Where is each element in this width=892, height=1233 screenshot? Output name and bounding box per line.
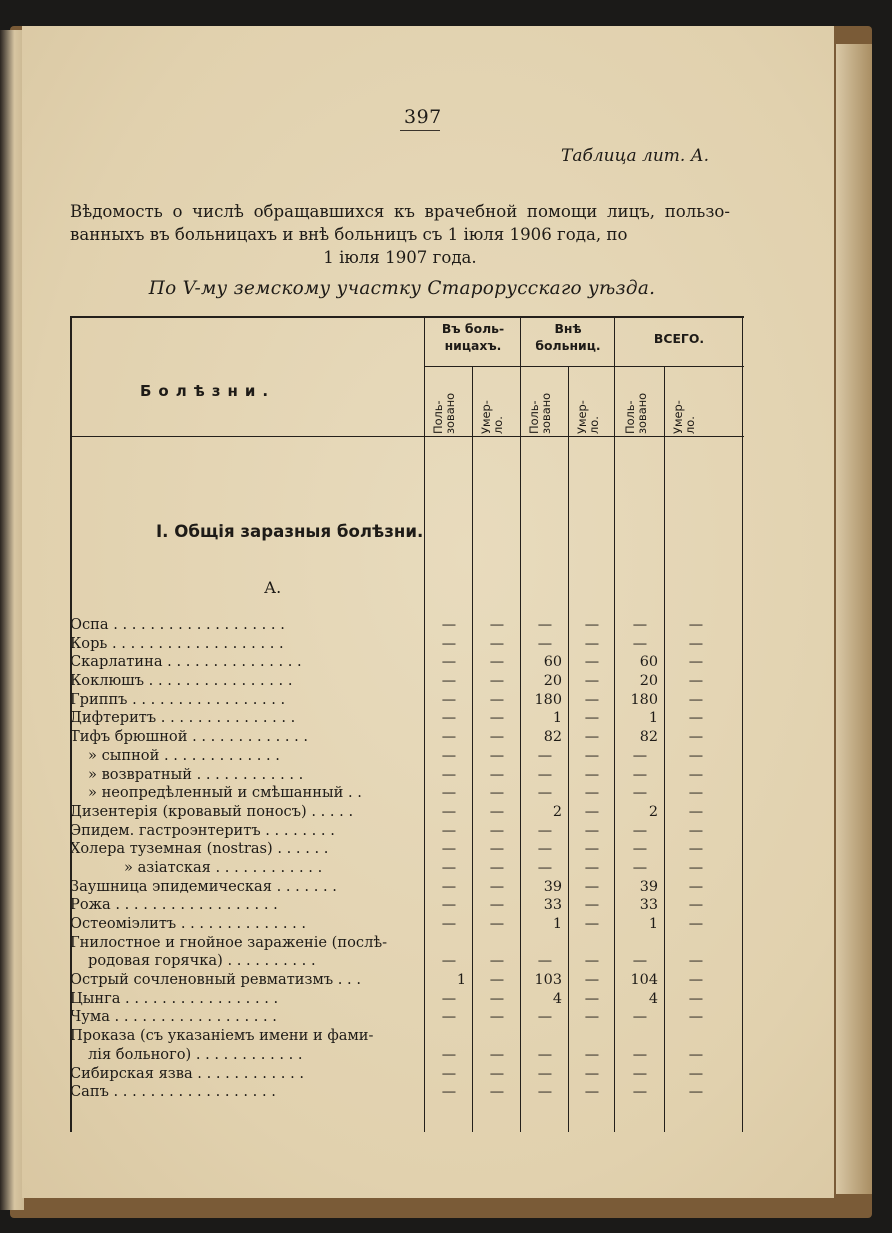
disease-name: Коклюшъ . . . . . . . . . . . . . . . . xyxy=(70,672,293,690)
title-line-2: ванныхъ въ больницахъ и внѣ больницъ съ 1 іюля 1906 года, по xyxy=(70,225,628,244)
value-cell: — xyxy=(688,953,704,970)
table-row xyxy=(68,728,744,747)
value-cell: — xyxy=(632,1084,648,1101)
value-cell: 1 xyxy=(552,916,562,932)
value-cell: — xyxy=(584,990,600,1007)
value-cell: — xyxy=(688,897,704,914)
disease-name: » азіатская . . . . . . . . . . . . xyxy=(124,858,323,876)
value-cell: — xyxy=(584,1084,600,1101)
value-cell: — xyxy=(441,953,457,970)
value-cell: 180 xyxy=(534,691,562,708)
table-row xyxy=(68,616,744,635)
value-cell: — xyxy=(537,859,553,876)
value-cell: 1 xyxy=(648,916,658,932)
value-cell: — xyxy=(584,617,600,633)
disease-name: Заушница эпидемическая . . . . . . . xyxy=(70,877,337,895)
table-row xyxy=(68,840,744,859)
value-cell: — xyxy=(688,916,704,932)
disease-name: Остеоміэлитъ . . . . . . . . . . . . . . xyxy=(70,915,307,932)
table-row xyxy=(68,859,744,878)
table-row xyxy=(68,691,744,710)
value-cell: — xyxy=(489,1065,505,1082)
disease-name: Дизентерія (кровавый поносъ) . . . . . xyxy=(70,802,354,820)
value-cell: 1 xyxy=(456,972,466,989)
value-cell: — xyxy=(688,1065,704,1082)
table-row xyxy=(68,952,744,971)
value-cell: — xyxy=(441,617,457,633)
value-cell: — xyxy=(441,878,457,895)
value-cell: 82 xyxy=(543,729,562,746)
value-cell: — xyxy=(489,916,505,932)
value-cell: — xyxy=(489,878,505,895)
value-cell: 60 xyxy=(639,654,658,671)
value-cell: — xyxy=(441,1065,457,1082)
table-top-rule xyxy=(70,316,744,318)
subsection-heading: А. xyxy=(264,578,282,597)
table-row xyxy=(68,672,744,691)
value-cell: — xyxy=(688,841,704,858)
value-cell: — xyxy=(489,822,505,839)
value-cell: — xyxy=(441,1009,457,1026)
section-heading: I. Общія заразныя болѣзни. xyxy=(156,522,424,541)
disease-name: Рожа . . . . . . . . . . . . . . . . . . xyxy=(70,896,278,914)
value-cell: — xyxy=(537,1065,553,1082)
disease-name: » возвратный . . . . . . . . . . . . xyxy=(88,765,304,783)
value-cell: — xyxy=(632,841,648,858)
value-cell: — xyxy=(537,822,553,839)
value-cell: — xyxy=(688,654,704,671)
disease-name: Эпидем. гастроэнтеритъ . . . . . . . . xyxy=(70,821,335,839)
value-cell: 1 xyxy=(552,710,562,727)
value-cell: — xyxy=(584,916,600,932)
disease-name: Гриппъ . . . . . . . . . . . . . . . . . xyxy=(70,690,286,708)
value-cell: — xyxy=(537,1046,553,1063)
disease-name: Дифтеритъ . . . . . . . . . . . . . . . xyxy=(70,709,296,727)
value-cell: — xyxy=(489,990,505,1007)
value-cell: — xyxy=(489,766,505,783)
header-bottom-rule xyxy=(70,436,744,437)
value-cell: — xyxy=(688,673,704,690)
value-cell: — xyxy=(537,1084,553,1101)
value-cell: — xyxy=(688,972,704,989)
value-cell: — xyxy=(537,953,553,970)
group-header-outside: Внѣ больниц. xyxy=(535,321,601,353)
table-row xyxy=(68,934,744,953)
page-edges xyxy=(836,44,872,1194)
value-cell: — xyxy=(489,859,505,876)
value-cell: — xyxy=(632,766,648,783)
value-cell: — xyxy=(441,729,457,746)
value-cell: — xyxy=(584,859,600,876)
disease-name: родовая горячка) . . . . . . . . . . xyxy=(88,952,316,970)
value-cell: — xyxy=(584,897,600,914)
value-cell: — xyxy=(441,673,457,690)
value-cell: — xyxy=(489,635,505,652)
page-number: 397 xyxy=(404,106,442,128)
value-cell: 33 xyxy=(639,897,658,914)
value-cell: — xyxy=(632,859,648,876)
document-title xyxy=(70,200,730,269)
value-cell: — xyxy=(537,841,553,858)
disease-table xyxy=(68,316,744,1132)
disease-name: » сыпной . . . . . . . . . . . . . xyxy=(88,746,280,764)
disease-name: Гнилостное и гнойное зараженіе (послѣ- xyxy=(70,933,388,951)
value-cell: — xyxy=(632,953,648,970)
value-cell: 4 xyxy=(552,990,562,1007)
value-cell: — xyxy=(688,635,704,652)
value-cell: 2 xyxy=(552,803,562,820)
value-cell: — xyxy=(489,1009,505,1026)
value-cell: 1 xyxy=(648,710,658,727)
value-cell: 33 xyxy=(543,897,562,914)
value-cell: — xyxy=(584,785,600,802)
disease-name: Скарлатина . . . . . . . . . . . . . . . xyxy=(70,653,302,671)
value-cell: — xyxy=(688,691,704,708)
value-cell: — xyxy=(688,878,704,895)
table-row xyxy=(68,803,744,822)
value-cell: — xyxy=(441,916,457,932)
document-subtitle: По V-му земскому участку Старорусскаго уѣзда. xyxy=(148,278,656,299)
value-cell: — xyxy=(688,766,704,783)
value-cell: — xyxy=(584,673,600,690)
table-label: Таблица лит. А. xyxy=(560,146,709,166)
table-row xyxy=(68,990,744,1009)
table-row xyxy=(68,709,744,728)
value-cell: — xyxy=(489,729,505,746)
value-cell: — xyxy=(584,691,600,708)
table-row xyxy=(68,1008,744,1027)
value-cell: — xyxy=(441,859,457,876)
table-row xyxy=(68,747,744,766)
value-cell: — xyxy=(632,747,648,764)
table-row xyxy=(68,1083,744,1102)
subheader-outside-died: Умер- ло. xyxy=(575,400,601,434)
value-cell: — xyxy=(489,654,505,671)
value-cell: — xyxy=(489,1046,505,1063)
disease-name: Острый сочленовный ревматизмъ . . . xyxy=(70,971,361,989)
subheader-hospital-died: Умер- ло. xyxy=(479,400,505,434)
value-cell: — xyxy=(584,972,600,989)
value-cell: — xyxy=(441,897,457,914)
disease-name: » неопредѣленный и смѣшанный . . xyxy=(88,784,362,802)
value-cell: — xyxy=(688,747,704,764)
disease-name: Оспа . . . . . . . . . . . . . . . . . . . xyxy=(70,616,285,633)
disease-name: Холера туземная (nostras) . . . . . . xyxy=(70,840,329,858)
table-row xyxy=(68,653,744,672)
value-cell: — xyxy=(441,803,457,820)
value-cell: — xyxy=(441,1046,457,1063)
value-cell: 39 xyxy=(543,878,562,895)
table-row xyxy=(68,1046,744,1065)
table-row xyxy=(68,896,744,915)
value-cell: 60 xyxy=(543,654,562,671)
value-cell: — xyxy=(489,710,505,727)
value-cell: — xyxy=(584,766,600,783)
title-line-1: Вѣдомость о числѣ обращавшихся къ врачебной помощи лицъ, пользо- xyxy=(70,202,730,221)
value-cell: 2 xyxy=(648,803,658,820)
table-body xyxy=(68,616,744,1102)
table-row xyxy=(68,766,744,785)
value-cell: — xyxy=(688,803,704,820)
group-header-total: ВСЕГО. xyxy=(653,331,705,346)
value-cell: 4 xyxy=(648,990,658,1007)
subheader-hospital-used: Поль- зовано xyxy=(431,392,457,434)
value-cell: — xyxy=(632,785,648,802)
disease-name: Сапъ . . . . . . . . . . . . . . . . . . xyxy=(70,1083,276,1101)
column-header-diseases: Болѣзни. xyxy=(140,382,276,400)
group-header-hospital: Въ боль- ницахъ. xyxy=(441,321,505,353)
value-cell: — xyxy=(688,1046,704,1063)
book-binding xyxy=(0,30,24,1210)
value-cell: — xyxy=(584,1046,600,1063)
book-page xyxy=(22,26,834,1198)
value-cell: 20 xyxy=(639,673,658,690)
value-cell: — xyxy=(584,841,600,858)
value-cell: — xyxy=(688,859,704,876)
value-cell: — xyxy=(584,803,600,820)
value-cell: — xyxy=(441,710,457,727)
subheader-outside-used: Поль- зовано xyxy=(527,392,553,434)
table-row xyxy=(68,971,744,990)
value-cell: — xyxy=(584,710,600,727)
value-cell: — xyxy=(537,785,553,802)
value-cell: 20 xyxy=(543,673,562,690)
value-cell: — xyxy=(688,1009,704,1026)
value-cell: — xyxy=(688,710,704,727)
table-row xyxy=(68,878,744,897)
value-cell: — xyxy=(632,1065,648,1082)
value-cell: — xyxy=(489,803,505,820)
value-cell: — xyxy=(632,1046,648,1063)
value-cell: — xyxy=(489,1084,505,1101)
value-cell: — xyxy=(441,766,457,783)
table-row xyxy=(68,784,744,803)
value-cell: — xyxy=(441,1084,457,1101)
table-row xyxy=(68,1027,744,1046)
disease-name: Тифъ брюшной . . . . . . . . . . . . . xyxy=(70,728,309,746)
value-cell: — xyxy=(688,617,704,633)
value-cell: — xyxy=(489,841,505,858)
value-cell: — xyxy=(489,747,505,764)
value-cell: — xyxy=(489,953,505,970)
table-row xyxy=(68,1065,744,1084)
value-cell: — xyxy=(441,822,457,839)
value-cell: 39 xyxy=(639,878,658,895)
value-cell: — xyxy=(537,1009,553,1026)
table-row xyxy=(68,635,744,654)
value-cell: — xyxy=(632,635,648,652)
value-cell: — xyxy=(489,617,505,633)
disease-name: Проказа (съ указаніемъ имени и фами- xyxy=(70,1027,374,1045)
subheader-total-used: Поль- зовано xyxy=(623,392,649,434)
value-cell: — xyxy=(537,747,553,764)
disease-name: лія больного) . . . . . . . . . . . . xyxy=(88,1045,303,1063)
value-cell: — xyxy=(688,990,704,1007)
value-cell: — xyxy=(537,766,553,783)
value-cell: 82 xyxy=(639,729,658,746)
title-line-3: 1 іюля 1907 года. xyxy=(323,248,477,267)
value-cell: — xyxy=(632,617,648,633)
value-cell: — xyxy=(489,897,505,914)
value-cell: — xyxy=(688,1084,704,1101)
page-number-rule xyxy=(400,130,440,131)
table-row xyxy=(68,822,744,841)
disease-name: Корь . . . . . . . . . . . . . . . . . . . xyxy=(70,634,284,652)
value-cell: — xyxy=(632,1009,648,1026)
value-cell: — xyxy=(441,691,457,708)
value-cell: — xyxy=(584,1009,600,1026)
value-cell: — xyxy=(688,822,704,839)
value-cell: — xyxy=(441,990,457,1007)
value-cell: — xyxy=(584,635,600,652)
value-cell: — xyxy=(688,729,704,746)
value-cell: — xyxy=(441,785,457,802)
value-cell: — xyxy=(584,729,600,746)
table-row xyxy=(68,915,744,934)
value-cell: — xyxy=(441,841,457,858)
value-cell: — xyxy=(688,785,704,802)
value-cell: — xyxy=(489,691,505,708)
disease-name: Сибирская язва . . . . . . . . . . . . xyxy=(70,1064,305,1082)
value-cell: — xyxy=(584,654,600,671)
subheader-total-died: Умер- ло. xyxy=(671,400,697,434)
disease-name: Чума . . . . . . . . . . . . . . . . . . xyxy=(70,1008,277,1026)
value-cell: — xyxy=(441,635,457,652)
value-cell: — xyxy=(537,635,553,652)
value-cell: 180 xyxy=(630,691,658,708)
value-cell: 103 xyxy=(534,972,562,989)
value-cell: 104 xyxy=(630,972,658,989)
value-cell: — xyxy=(489,972,505,989)
value-cell: — xyxy=(584,747,600,764)
value-cell: — xyxy=(489,785,505,802)
disease-name: Цынга . . . . . . . . . . . . . . . . . xyxy=(70,989,279,1007)
value-cell: — xyxy=(584,822,600,839)
value-cell: — xyxy=(584,878,600,895)
value-cell: — xyxy=(584,1065,600,1082)
value-cell: — xyxy=(632,822,648,839)
value-cell: — xyxy=(441,654,457,671)
value-cell: — xyxy=(537,617,553,633)
value-cell: — xyxy=(441,747,457,764)
value-cell: — xyxy=(489,673,505,690)
value-cell: — xyxy=(584,953,600,970)
